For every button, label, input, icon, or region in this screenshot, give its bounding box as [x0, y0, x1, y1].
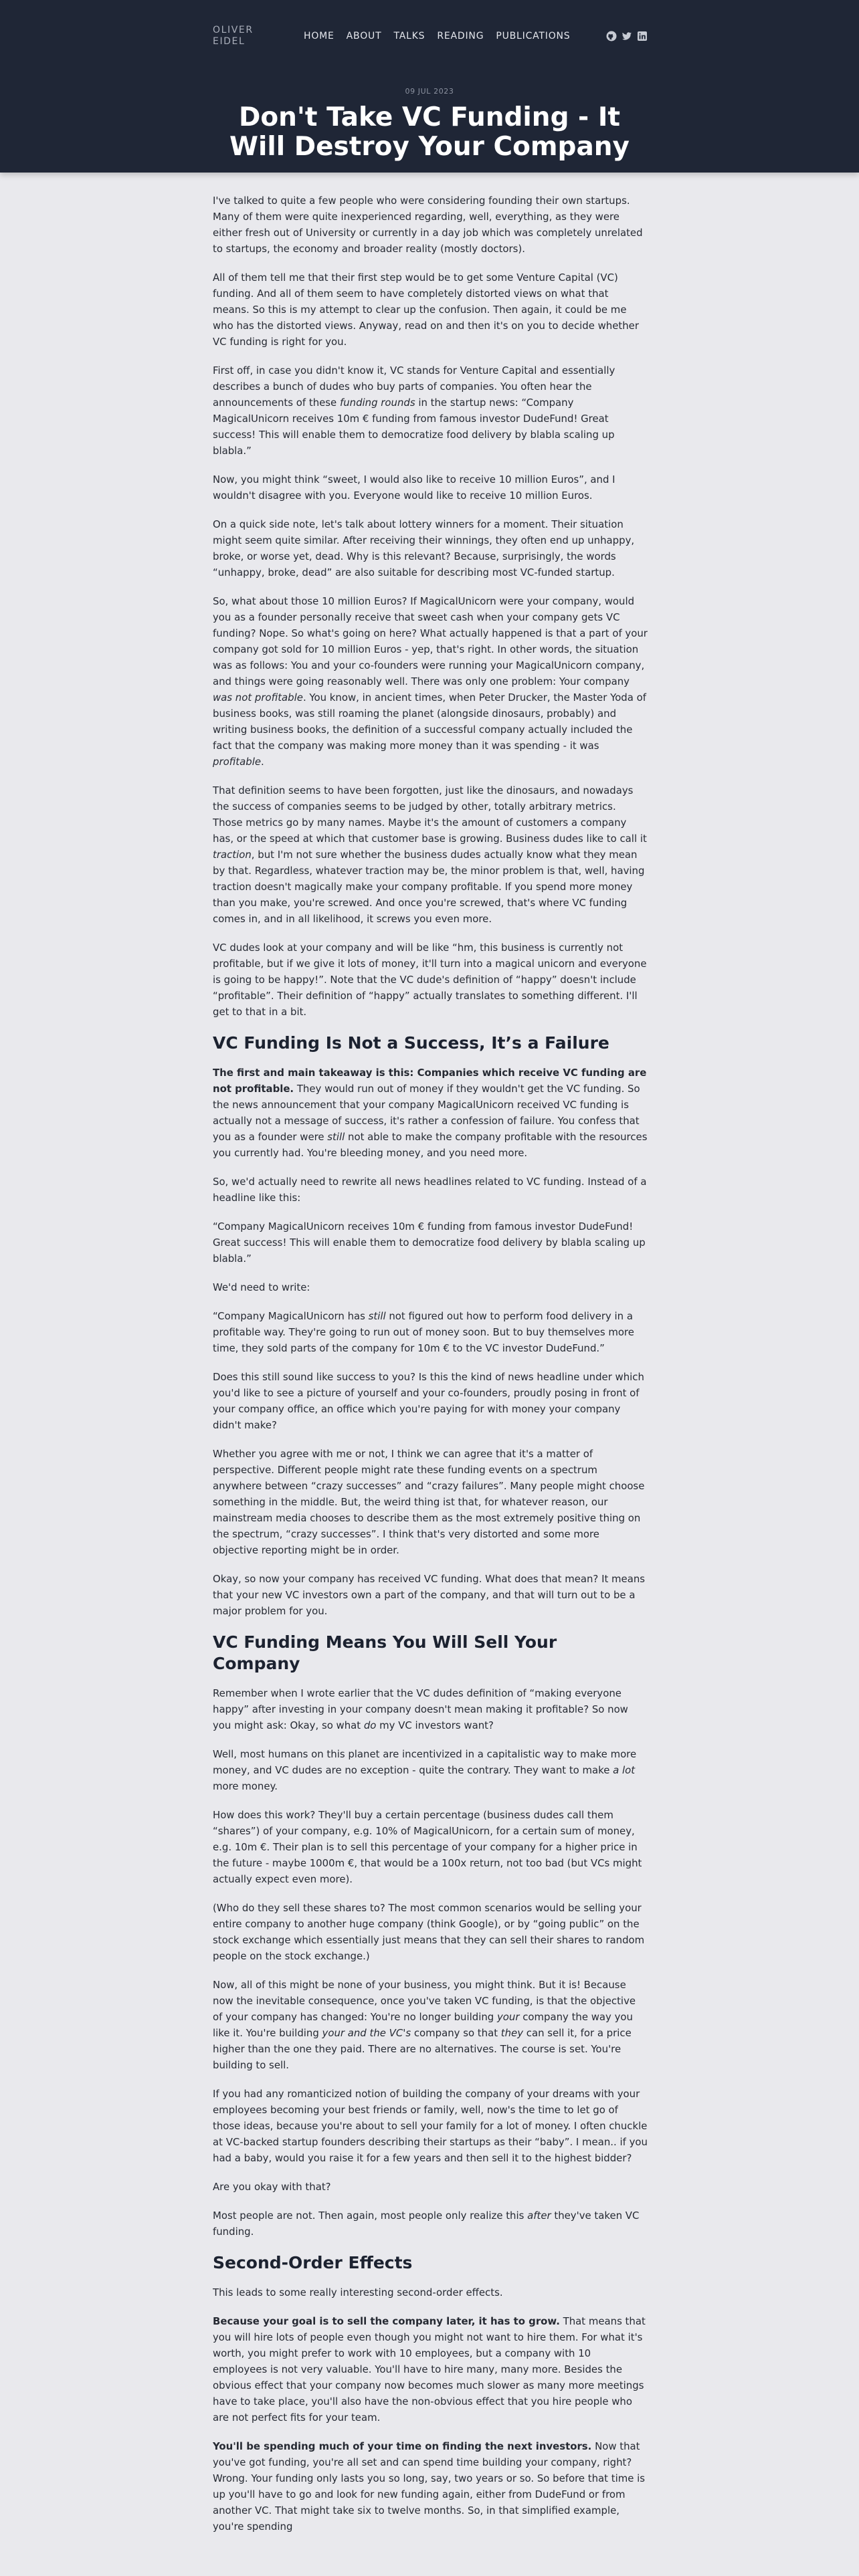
- paragraph: Most people are not. Then again, most people only realize this after they've taken VC funding.: [213, 2210, 640, 2238]
- logo-line-2: EIDEL: [213, 36, 246, 47]
- github-icon[interactable]: [606, 31, 617, 41]
- linkedin-icon[interactable]: [637, 31, 648, 41]
- article-body: [213, 193, 648, 2547]
- menu-item-reading[interactable]: READING: [437, 31, 484, 41]
- site-logo[interactable]: [213, 25, 273, 47]
- paragraph: So, what about those 10 million Euros? If MagicalUnicorn were your company, would you as a founder personally receive that sweet cash when your company gets VC funding? Nope. So what's going on here? What actually happened is that a part of your company got sold for 10 million Euros - yep, that's right. In other words, the situation was as follows: You and your co-founders were running your MagicalUnicorn company, and things were going reasonably well. There was only one problem: Your company was not profitable. You know, in ancient times, when Peter Drucker, the Master Yoda of business books, was still roaming the planet (alongside dinosaurs, probably) and writing business books, the definition of a successful company actually included the fact that the company was making more money than it was spending - it was profitable.: [213, 595, 648, 768]
- paragraph: Okay, so now your company has received VC funding. What does that mean? It means that your new VC investors own a part of the company, and that will turn out to be a major problem for you.: [213, 1573, 646, 1617]
- twitter-icon[interactable]: [622, 31, 632, 41]
- paragraph: So, we'd actually need to rewrite all news headlines related to VC funding. Instead of a headline like this:: [213, 1176, 647, 1204]
- paragraph: Whether you agree with me or not, I think we can agree that it's a matter of perspective. Different people might rate these funding events on a spectrum anywhere between “crazy successes” and “crazy failures”. Many people might choose something in the middle. But, the weird thing ist that, for whatever reason, our mainstream media chooses to describe them as the most extremely positive thing on the spectrum, “crazy successes”. I think that's very distorted and some more objective reporting might be in order.: [213, 1448, 645, 1556]
- paragraph: If you had any romanticized notion of building the company of your dreams with your employees becoming your best friends or family, well, now's the time to let go of those ideas, because you're about to sell your family for a lot of money. I often chuckle at VC-backed startup founders describing their startups as their “baby”. I mean.. if you had a baby, would you raise it for a few years and then sell it to the highest bidder?: [213, 2088, 648, 2164]
- paragraph: Remember when I wrote earlier that the VC dudes definition of “making everyone happy” after investing in your company doesn't mean making it profitable? So now you might ask: Okay, so what do my VC investors want?: [213, 1687, 628, 1731]
- paragraph: How does this work? They'll buy a certain percentage (business dudes call them “shares”) of your company, e.g. 10% of MagicalUnicorn, for a certain sum of money, e.g. 10m €. Their plan is to sell this percentage of your company for a higher price in the future - maybe 1000m €, that would be a 100x return, not too bad (but VCs might actually expect even more).: [213, 1809, 642, 1885]
- post-title: Don't Take VC Funding - It Will Destroy Your Company: [229, 102, 630, 162]
- paragraph: First off, in case you didn't know it, VC stands for Venture Capital and essentially describes a bunch of dudes who buy parts of companies. You often hear the announcements of these funding rounds in the startup news: “Company MagicalUnicorn receives 10m € funding from famous investor DudeFund! Great success! This will enable them to democratize food delivery by blabla scaling up blabla.”: [213, 364, 615, 457]
- menu-item-publications[interactable]: PUBLICATIONS: [496, 31, 571, 41]
- section-heading: Second-Order Effects: [213, 2253, 413, 2272]
- paragraph: That definition seems to have been forgotten, just like the dinosaurs, and nowadays the success of companies seems to be judged by other, totally arbitrary metrics. Those metrics go by many names. Maybe it's the amount of customers a company has, or the speed at which that customer base is growing. Business dudes like to call it traction, but I'm not sure whether the business dudes actually know what they mean by that. Regardless, whatever traction may be, the minor problem is that, well, having traction doesn't magically make your company profitable. If you spend more money than you make, you're screwed. And once you're screwed, that's where VC funding comes in, and in all likelihood, it screws you even more.: [213, 784, 647, 925]
- paragraph: You'll be spending much of your time on finding the next investors. Now that you've got funding, you're all set and can spend time building your company, right? Wrong. Your funding only lasts you so long, say, two years or so. So before that time is up you'll have to go and look for new funding again, either from DudeFund or from another VC. That might take six to twelve months. So, in that simplified example, you're spending: [213, 2440, 646, 2533]
- social-links: [601, 31, 648, 41]
- paragraph: Well, most humans on this planet are incentivized in a capitalistic way to make more money, and VC dudes are no exception - quite the contrary. They want to make a lot more money.: [213, 1748, 637, 1792]
- paragraph: Are you okay with that?: [213, 2181, 331, 2193]
- paragraph: Now, all of this might be none of your business, you might think. But it is! Because now the inevitable consequence, once you've taken VC funding, is that the objective of your company has changed: You're no longer building your company the way you like it. You're building your and the VC's company so that they can sell it, for a price higher than the one they paid. There are no alternatives. The course is set. You're building to sell.: [213, 1979, 636, 2071]
- paragraph: Now, you might think “sweet, I would also like to receive 10 million Euros”, and I wouldn't disagree with you. Everyone would like to receive 10 million Euros.: [213, 473, 615, 502]
- paragraph: I've talked to quite a few people who were considering founding their own startups. Many of them were quite inexperienced regarding, well, everything, as they were either fresh out of University or currently in a day job which was completely unrelated to startups, the economy and broader reality (mostly doctors).: [213, 195, 643, 255]
- paragraph: “Company MagicalUnicorn has still not figured out how to perform food delivery in a profitable way. They're going to run out of money soon. But to buy themselves more time, they sold parts of the company for 10m € to the VC investor DudeFund.”: [213, 1310, 634, 1354]
- top-navigation: [213, 23, 648, 49]
- paragraph: On a quick side note, let's talk about lottery winners for a moment. Their situation might seem quite similar. After receiving their winnings, they often end up unhappy, broke, or worse yet, dead. Why is this relevant? Because, surprisingly, the words “unhappy, broke, dead” are also suitable for describing most VC-funded startup.: [213, 518, 635, 578]
- logo-line-1: OLIVER: [213, 25, 254, 35]
- menu-item-home[interactable]: HOME: [304, 31, 335, 41]
- post-date: 09 JUL 2023: [405, 87, 454, 96]
- main-menu: [304, 31, 583, 41]
- paragraph: This leads to some really interesting second-order effects.: [213, 2286, 503, 2298]
- paragraph: VC dudes look at your company and will be like “hm, this business is currently not profitable, but if we give it lots of money, it'll turn into a magical unicorn and everyone is going to be happy!”. Note that the VC dude's definition of “happy” doesn't include “profitable”. Their definition of “happy” actually translates to something different. I'll get to that in a bit.: [213, 942, 647, 1018]
- paragraph: The first and main takeaway is this: Companies which receive VC funding are not profitable. They would run out of money if they wouldn't get the VC funding. So the news announcement that your company MagicalUnicorn received VC funding is actually not a message of success, it's rather a confession of failure. You confess that you as a founder were still not able to make the company profitable with the resources you currently had. You're bleeding money, and you need more.: [213, 1067, 648, 1159]
- menu-item-talks[interactable]: TALKS: [393, 31, 425, 41]
- paragraph: Because your goal is to sell the company later, it has to grow. That means that you will hire lots of people even though you might not want to hire them. For what it's worth, you might prefer to work with 10 employees, but a company with 10 employees is not very valuable. You'll have to hire many, many more. Besides the obvious effect that your company now becomes much slower as many more meetings have to take place, you'll also have the non-obvious effect that you hire people who are not perfect fits for your team.: [213, 2315, 646, 2424]
- menu-item-about[interactable]: ABOUT: [346, 31, 382, 41]
- paragraph: We'd need to write:: [213, 1281, 310, 1293]
- paragraph: (Who do they sell these shares to? The most common scenarios would be selling your entire company to another huge company (think Google), or by “going public” on the stock exchange which essentially just means that they can sell their shares to random people on the stock exchange.): [213, 1902, 645, 1962]
- paragraph: Does this still sound like success to you? Is this the kind of news headline under which you'd like to see a picture of yourself and your co-founders, proudly posing in front of your company office, an office which you're paying for with money your company didn't make?: [213, 1371, 644, 1431]
- paragraph: “Company MagicalUnicorn receives 10m € funding from famous investor DudeFund! Great success! This will enable them to democratize food delivery by blabla scaling up blabla.”: [213, 1220, 646, 1265]
- site-header: [0, 0, 859, 173]
- paragraph: All of them tell me that their first step would be to get some Venture Capital (VC) funding. And all of them seem to have completely distorted views on what that means. So this is my attempt to clear up the confusion. Then again, it could be me who has the distorted views. Anyway, read on and then it's on you to decide whether VC funding is right for you.: [213, 272, 639, 348]
- section-heading: VC Funding Is Not a Success, It’s a Failure: [213, 1033, 609, 1053]
- section-heading: VC Funding Means You Will Sell Your Company: [213, 1632, 557, 1673]
